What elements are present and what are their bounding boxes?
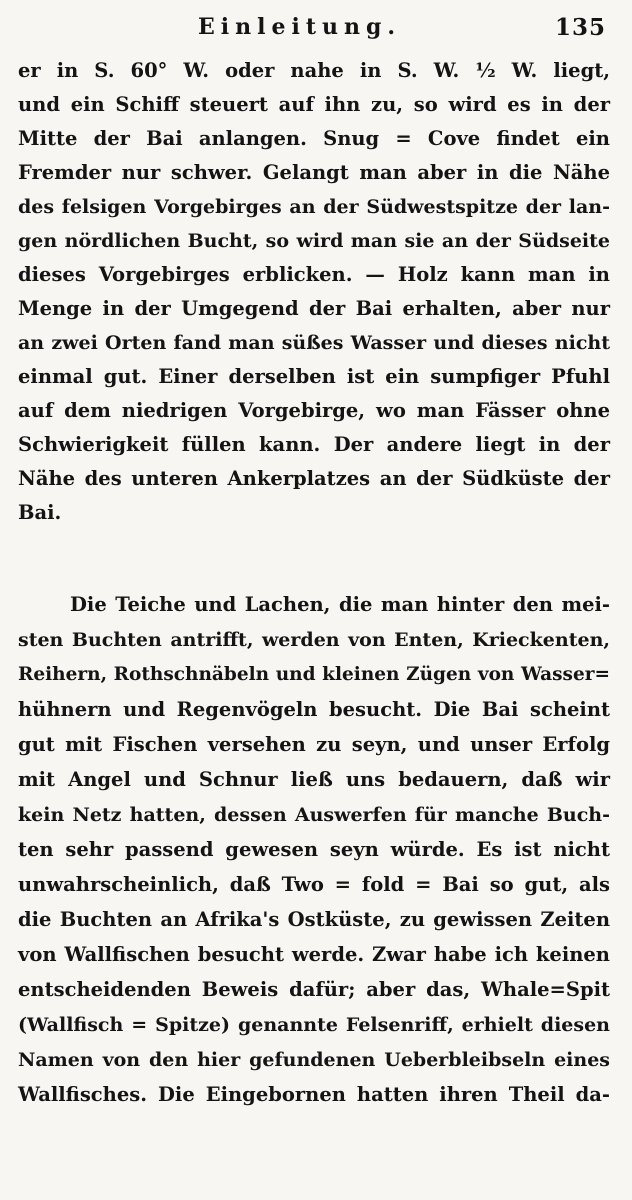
text-line: gut mit Fischen versehen zu seyn, und unser Erfolg xyxy=(18,733,610,756)
text-line: Nähe des unteren Ankerplatzes an der Südküste der xyxy=(18,467,610,490)
text-line: kein Netz hatten, dessen Auswerfen für manche Buch- xyxy=(18,804,610,826)
text-line: Wallfisches. Die Eingebornen hatten ihren Theil da- xyxy=(18,1083,610,1106)
text-line: Schwierigkeit füllen kann. Der andere liegt in der xyxy=(18,433,610,456)
text-line: unwahrscheinlich, daß Two = fold = Bai so gut, als xyxy=(18,873,610,896)
text-line: gen nördlichen Bucht, so wird man sie an der Südseite xyxy=(18,230,610,252)
text-line: entscheidenden Beweis dafür; aber das, Whale=Spit xyxy=(18,978,610,1001)
text-line: Reihern, Rothschnäbeln und kleinen Zügen von Wasser= xyxy=(18,664,610,685)
page-number: 135 xyxy=(554,14,606,41)
running-title: Einleitung. xyxy=(198,14,402,40)
text-line: und ein Schiff steuert auf ihn zu, so wird es in der xyxy=(18,93,610,116)
text-line: (Wallfisch = Spitze) genannte Felsenriff, erhielt diesen xyxy=(18,1014,610,1036)
text-line: einmal gut. Einer derselben ist ein sumpfiger Pfuhl xyxy=(18,365,610,388)
text-line: Namen von den hier gefundenen Ueberbleibseln eines xyxy=(18,1049,610,1071)
text-line: ten sehr passend gewesen seyn würde. Es ist nicht xyxy=(18,838,610,861)
text-line: Mitte der Bai anlangen. Snug = Cove findet ein xyxy=(18,127,610,150)
text-line: sten Buchten antrifft, werden von Enten, Krieckenten, xyxy=(18,629,610,651)
paragraph-2 xyxy=(18,588,610,1118)
text-line: Bai. xyxy=(18,501,62,524)
text-line: dieses Vorgebirges erblicken. — Holz kann man in xyxy=(18,263,610,286)
text-line: an zwei Orten fand man süßes Wasser und dieses nicht xyxy=(18,332,610,354)
text-line: mit Angel und Schnur ließ uns bedauern, daß wir xyxy=(18,768,610,791)
running-head xyxy=(0,14,632,48)
text-line: die Buchten an Afrika's Ostküste, zu gewissen Zeiten xyxy=(18,908,610,931)
text-line: des felsigen Vorgebirges an der Südwestspitze der lan- xyxy=(18,196,610,218)
text-line: von Wallfischen besucht werde. Zwar habe ich keinen xyxy=(18,943,610,966)
text-line: Fremder nur schwer. Gelangt man aber in die Nähe xyxy=(18,161,610,184)
text-line: auf dem niedrigen Vorgebirge, wo man Fässer ohne xyxy=(18,399,610,422)
text-line: hühnern und Regenvögeln besucht. Die Bai scheint xyxy=(18,698,610,721)
text-line: Menge in der Umgegend der Bai erhalten, aber nur xyxy=(18,297,610,320)
text-line: er in S. 60° W. oder nahe in S. W. ½ W. liegt, xyxy=(18,59,610,82)
text-line: Die Teiche und Lachen, die man hinter den mei- xyxy=(70,593,610,616)
paragraph-1 xyxy=(18,54,610,554)
